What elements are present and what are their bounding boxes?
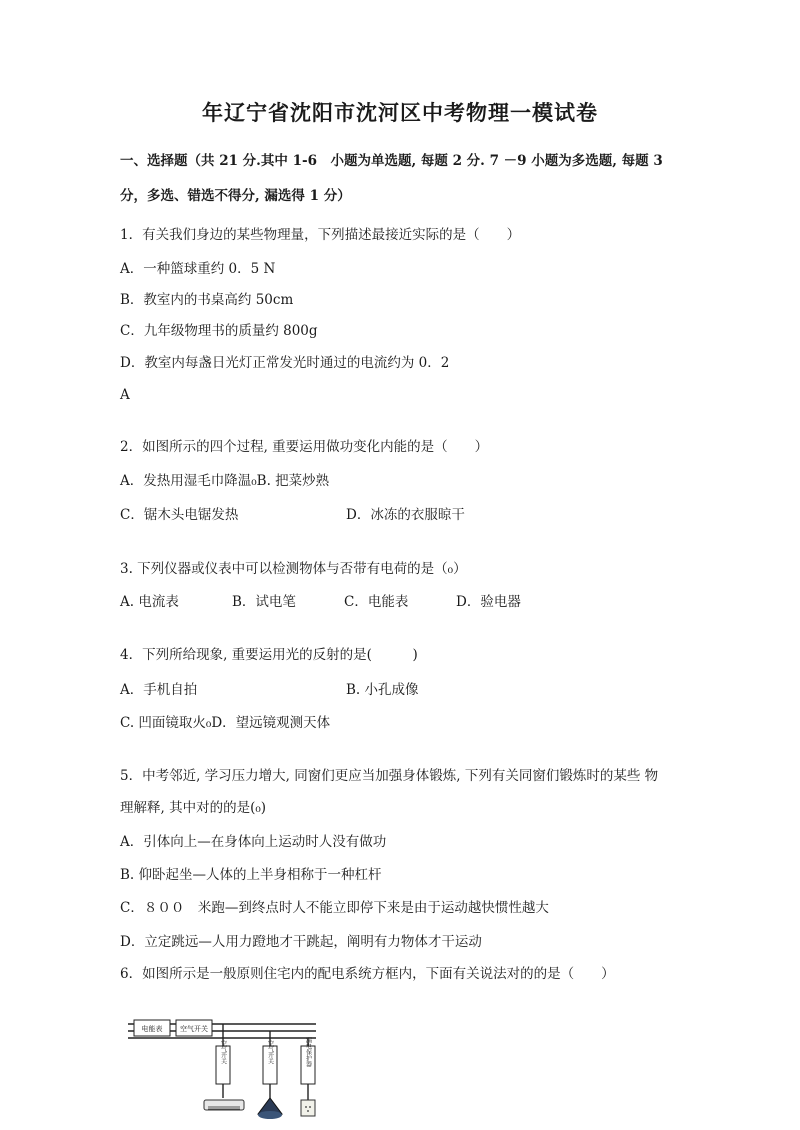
section-heading-line1: 一、选择题（共 21 分.其中 1-6 小题为单选题, 每题 2 分. 7 －9 小题为多选题, 每题 3 bbox=[120, 153, 663, 169]
q4-stem: 4．下列所给现象, 重要运用光的反射的是( ) bbox=[120, 647, 418, 663]
q4-option-cd: C. 凹面镜取火₀D．望远镜观测天体 bbox=[120, 715, 331, 731]
q2-option-ab: A．发热用湿毛巾降温₀B. 把菜炒熟 bbox=[120, 473, 330, 489]
q1-option-d: D．教室内每盏日光灯正常发光时通过的电流约为 0．2 bbox=[120, 355, 450, 371]
q3-option-a: A. 电流表 bbox=[120, 594, 179, 610]
q1-option-b: B．教室内的书桌高约 50cm bbox=[120, 292, 294, 308]
q6-stem: 6．如图所示是一般原则住宅内的配电系统方框内，下面有关说法对的的是（ ） bbox=[120, 966, 615, 982]
branch1-switch-label: 空气开关 bbox=[219, 1040, 227, 1064]
section-heading-line2: 分，多选、错选不得分, 漏选得 1 分） bbox=[120, 188, 351, 204]
q5-option-d: D．立定跳远—人用力蹬地才干跳起，阐明有力物体才干运动 bbox=[120, 934, 482, 950]
q5-stem-line2: 理解释, 其中对的的是(₀) bbox=[120, 800, 267, 816]
wall-socket-icon bbox=[301, 1100, 315, 1116]
q1-stem: 1．有关我们身边的某些物理量，下列描述最接近实际的是（ ） bbox=[120, 227, 521, 243]
q3-option-b: B．试电笔 bbox=[232, 594, 296, 610]
q2-option-c: C．锯木头电锯发热 bbox=[120, 507, 239, 523]
q5-option-c: C．８００ 米跑—到终点时人不能立即停下来是由于运动越快惯性越大 bbox=[120, 900, 549, 916]
q1-option-e: A bbox=[120, 387, 130, 403]
q1-option-a: A．一种篮球重约 0．5 N bbox=[120, 261, 276, 277]
q2-option-d: D．冰冻的衣服晾干 bbox=[346, 507, 465, 523]
q3-stem: 3. 下列仪器或仪表中可以检测物体与否带有电荷的是（₀） bbox=[120, 561, 467, 577]
q3-option-d: D．验电器 bbox=[456, 594, 521, 610]
electricity-meter-label: 电能表 bbox=[141, 1025, 163, 1033]
q3-option-c: C．电能表 bbox=[344, 594, 409, 610]
q5-option-a: A．引体向上—在身体向上运动时人没有做功 bbox=[120, 834, 387, 850]
q1-option-c: C．九年级物理书的质量约 800g bbox=[120, 323, 318, 339]
q2-stem: 2．如图所示的四个过程, 重要运用做功变化内能的是（ ） bbox=[120, 439, 489, 455]
q4-option-b: B. 小孔成像 bbox=[346, 682, 419, 698]
q4-option-a: A．手机自拍 bbox=[120, 682, 198, 698]
main-air-switch-label: 空气开关 bbox=[180, 1025, 208, 1033]
wiring-diagram bbox=[120, 1012, 340, 1130]
air-conditioner-icon bbox=[204, 1100, 244, 1110]
branch3-protector-label: 漏电保护器 bbox=[304, 1037, 312, 1067]
q5-option-b: B. 仰卧起坐—人体的上半身相称于一种杠杆 bbox=[120, 867, 382, 883]
page-title: 年辽宁省沈阳市沈河区中考物理一模试卷 bbox=[202, 100, 598, 125]
branch2-switch-label: 空气开关 bbox=[266, 1040, 274, 1064]
ceiling-lamp-icon bbox=[258, 1098, 282, 1119]
q5-stem-line1: 5．中考邻近, 学习压力增大, 同窗们更应当加强身体锻炼, 下列有关同窗们锻炼时的某些 物 bbox=[120, 768, 659, 784]
